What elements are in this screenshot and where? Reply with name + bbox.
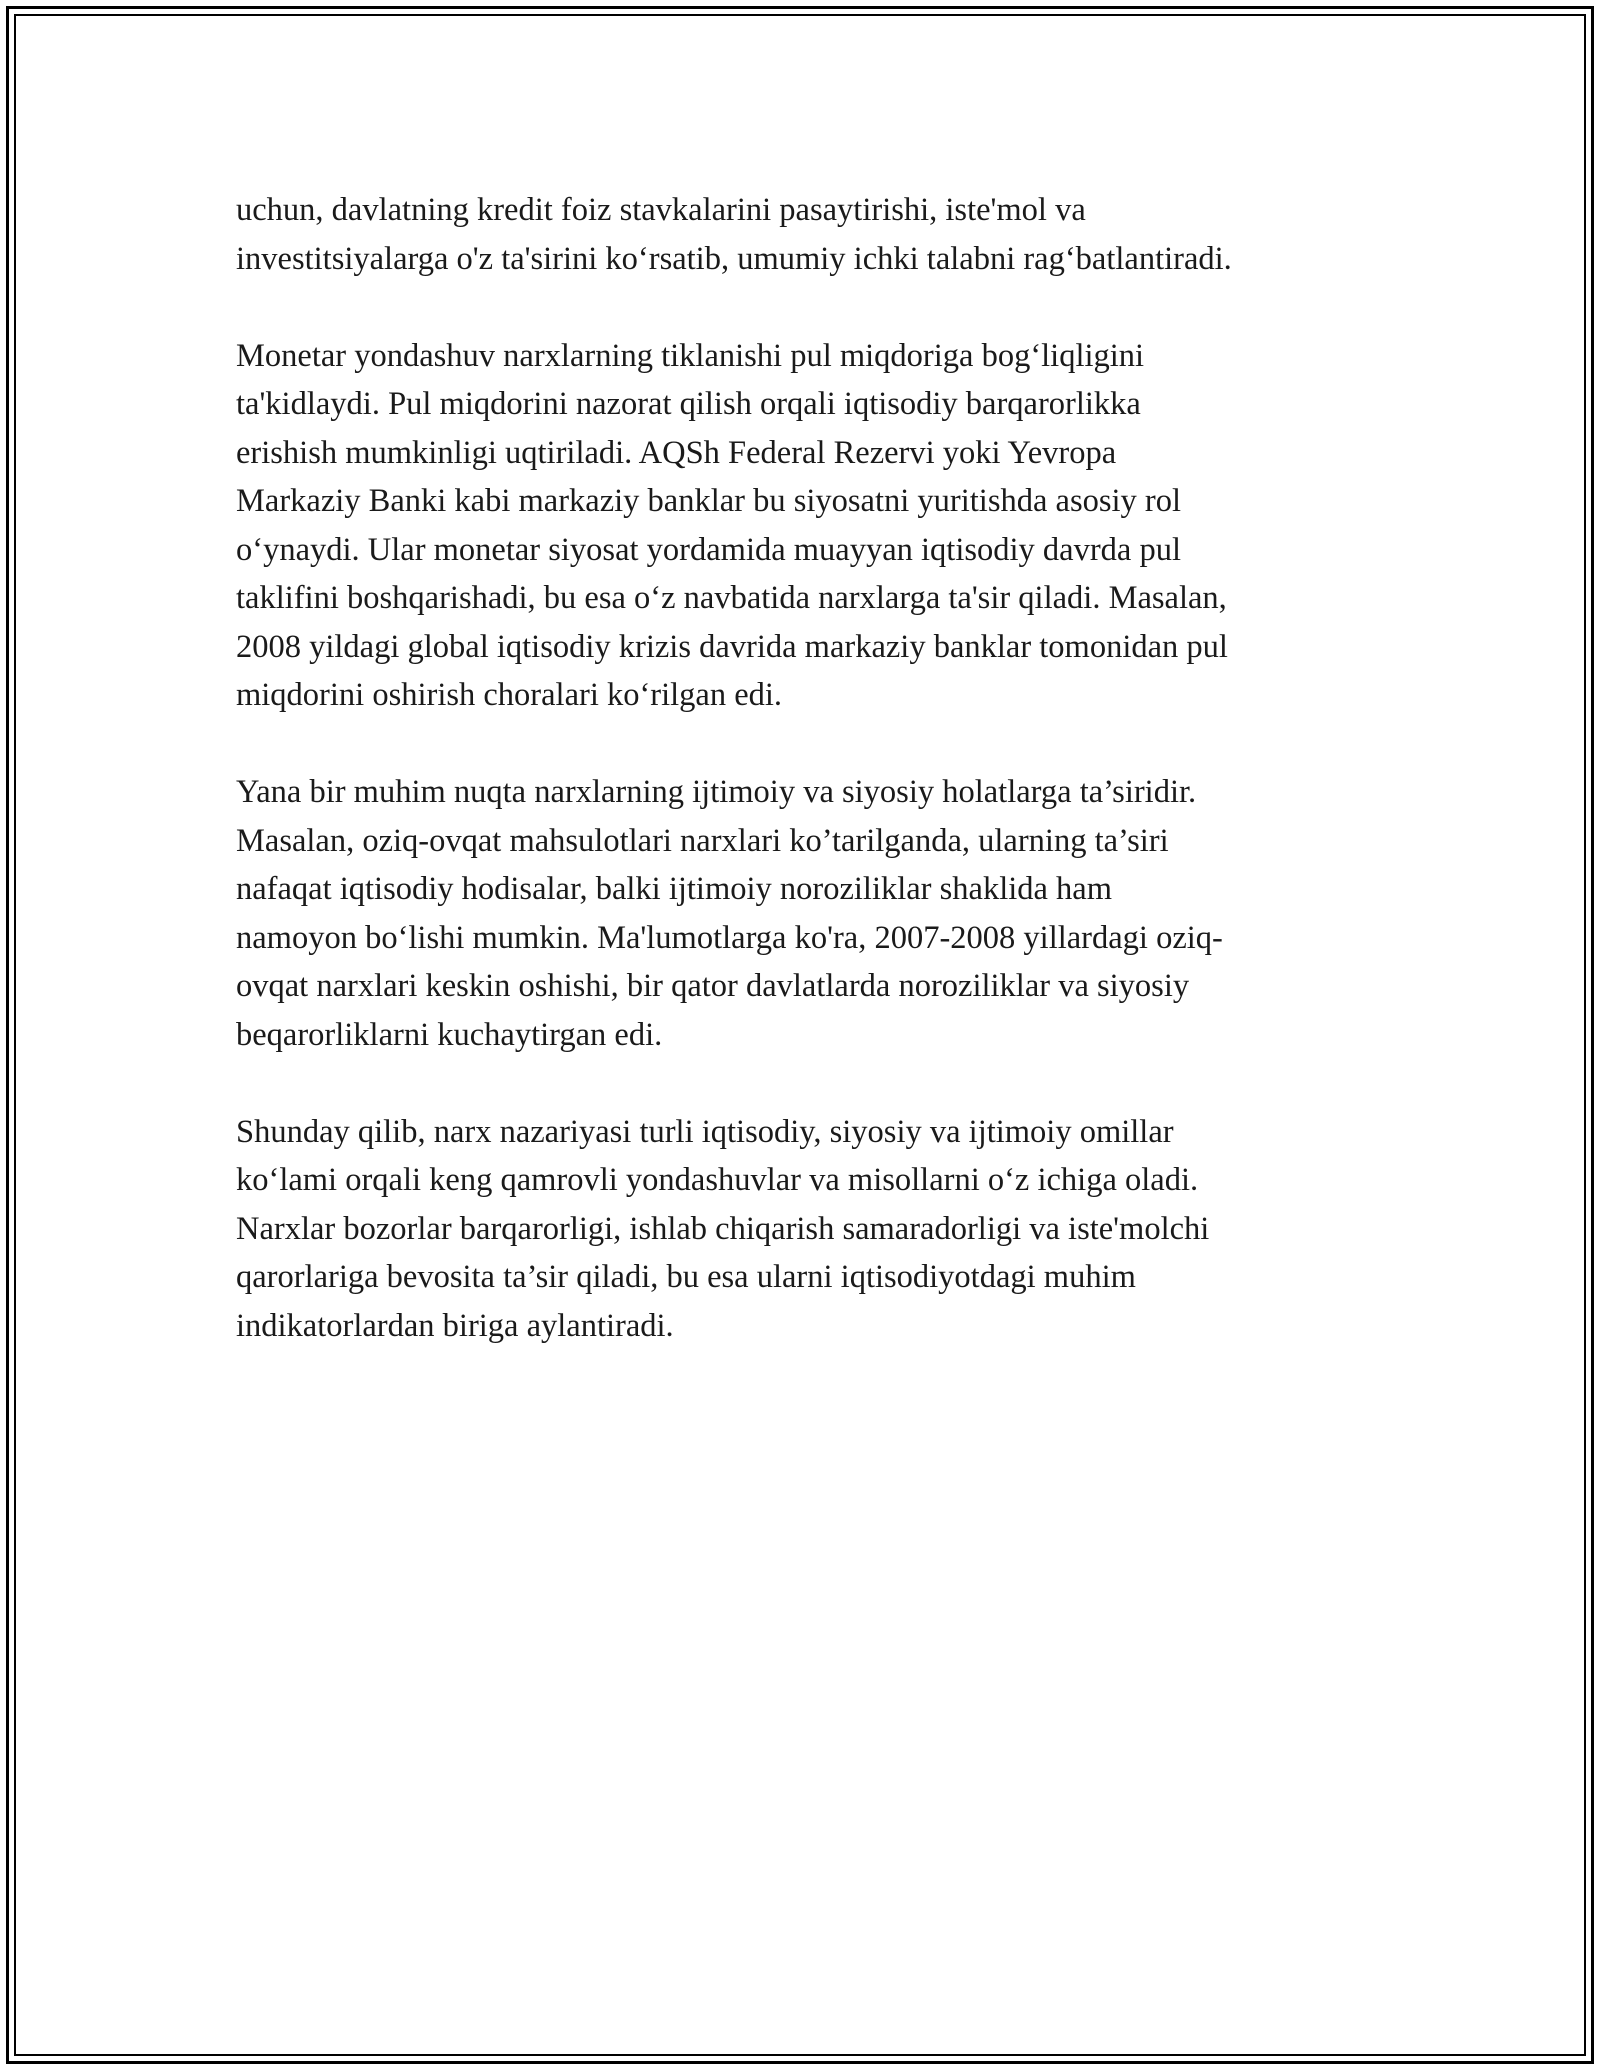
text-line: Masalan, oziq-ovqat mahsulotlari narxlari ko’tarilganda, ularning ta’siri [236, 822, 1169, 859]
text-line: Shunday qilib, narx nazariyasi turli iqtisodiy, siyosiy va ijtimoiy omillar [236, 1113, 1174, 1150]
text-line: uchun, davlatning kredit foiz stavkalarini pasaytirishi, iste'mol va [236, 192, 1086, 228]
paragraph-2 [236, 332, 1376, 720]
paragraph-3 [236, 768, 1376, 1059]
text-line: beqarorliklarni kuchaytirgan edi. [236, 1016, 663, 1053]
document-body [236, 186, 1376, 1399]
text-line: 2008 yildagi global iqtisodiy krizis davrida markaziy banklar tomonidan pul [236, 628, 1228, 665]
text-line: investitsiyalarga o'z ta'sirini ko‘rsatib, umumiy ichki talabni rag‘batlantiradi. [236, 240, 1232, 277]
text-line: namoyon bo‘lishi mumkin. Ma'lumotlarga ko'ra, 2007-2008 yillardagi oziq- [236, 919, 1223, 956]
text-line: Yana bir muhim nuqta narxlarning ijtimoiy va siyosiy holatlarga ta’siridir. [236, 774, 1197, 810]
text-line: qarorlariga bevosita ta’sir qiladi, bu esa ularni iqtisodiyotdagi muhim [236, 1259, 1136, 1295]
text-line: erishish mumkinligi uqtiriladi. AQSh Federal Rezervi yoki Yevropa [236, 434, 1117, 471]
text-line: indikatorlardan biriga aylantiradi. [236, 1307, 674, 1344]
text-line: miqdorini oshirish choralari ko‘rilgan edi. [236, 677, 783, 713]
text-line: Narxlar bozorlar barqarorligi, ishlab chiqarish samaradorligi va iste'molchi [236, 1210, 1210, 1247]
text-line: nafaqat iqtisodiy hodisalar, balki ijtimoiy noroziliklar shaklida ham [236, 871, 1113, 907]
text-line: ta'kidlaydi. Pul miqdorini nazorat qilish orqali iqtisodiy barqarorlikka [236, 386, 1141, 422]
text-line: taklifini boshqarishadi, bu esa o‘z navbatida narxlarga ta'sir qiladi. Masalan, [236, 580, 1227, 616]
text-line: Monetar yondashuv narxlarning tiklanishi pul miqdoriga bog‘liqligini [236, 337, 1145, 374]
text-line: ovqat narxlari keskin oshishi, bir qator davlatlarda noroziliklar va siyosiy [236, 968, 1190, 1004]
paragraph-1 [236, 186, 1376, 283]
paragraph-4 [236, 1108, 1376, 1351]
text-line: o‘ynaydi. Ular monetar siyosat yordamida muayyan iqtisodiy davrda pul [236, 531, 1181, 568]
text-line: ko‘lami orqali keng qamrovli yondashuvlar va misollarni o‘z ichiga oladi. [236, 1162, 1199, 1198]
text-line: Markaziy Banki kabi markaziy banklar bu siyosatni yuritishda asosiy rol [236, 483, 1181, 519]
